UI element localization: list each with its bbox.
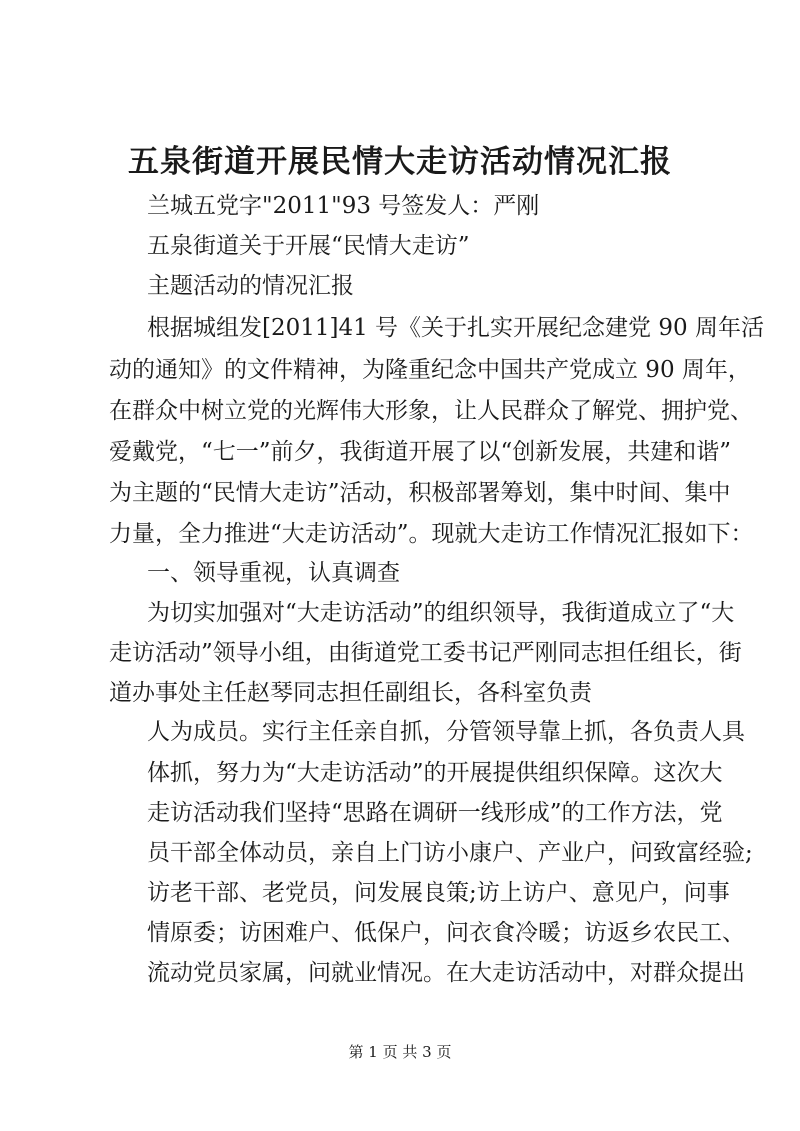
document-line: 为主题的“民情大走访”活动，积极部署筹划，集中时间、集中	[109, 480, 731, 506]
document-line: 力量，全力推进“大走访活动”。现就大走访工作情况汇报如下：	[109, 521, 754, 547]
document-line: 在群众中树立党的光辉伟大形象，让人民群众了解党、拥护党、	[109, 398, 753, 424]
document-line: 根据城组发[2011]41 号《关于扎实开展纪念建党 90 周年活	[147, 315, 764, 341]
document-line: 人为成员。实行主任亲自抓，分管领导靠上抓，各负责人具	[147, 719, 745, 745]
document-line: 兰城五党字"2011"93 号签发人：严刚	[147, 193, 540, 219]
document-title: 五泉街道开展民情大走访活动情况汇报	[128, 144, 672, 180]
document-line: 道办事处主任赵琴同志担任副组长，各科室负责	[109, 680, 592, 706]
document-line: 员干部全体动员，亲自上门访小康户、产业户，问致富经验;	[147, 840, 753, 866]
document-line: 为切实加强对“大走访活动”的组织领导，我街道成立了“大	[147, 600, 735, 626]
document-line: 主题活动的情况汇报	[147, 273, 354, 299]
document-line: 流动党员家属，问就业情况。在大走访活动中，对群众提出	[147, 960, 745, 986]
document-line: 动的通知》的文件精神，为隆重纪念中国共产党成立 90 周年，	[109, 357, 751, 383]
section-heading: 一、领导重视，认真调查	[147, 560, 400, 586]
document-line: 访老干部、老党员，问发展良策;访上访户、意见户，问事	[147, 880, 730, 906]
document-line: 五泉街道关于开展“民情大走访”	[147, 233, 470, 259]
document-line: 情原委；访困难户、低保户，问衣食冷暖；访返乡农民工、	[147, 920, 745, 946]
document-line: 走访活动我们坚持“思路在调研一线形成”的工作方法，党	[147, 800, 723, 826]
page-footer: 第 1 页 共 3 页	[348, 1043, 452, 1061]
document-line: 走访活动”领导小组，由街道党工委书记严刚同志担任组长，街	[109, 640, 742, 666]
document-line: 爱戴党，“七一”前夕，我街道开展了以“创新发展，共建和谐”	[109, 439, 732, 465]
document-line: 体抓，努力为“大走访活动”的开展提供组织保障。这次大	[147, 760, 723, 786]
